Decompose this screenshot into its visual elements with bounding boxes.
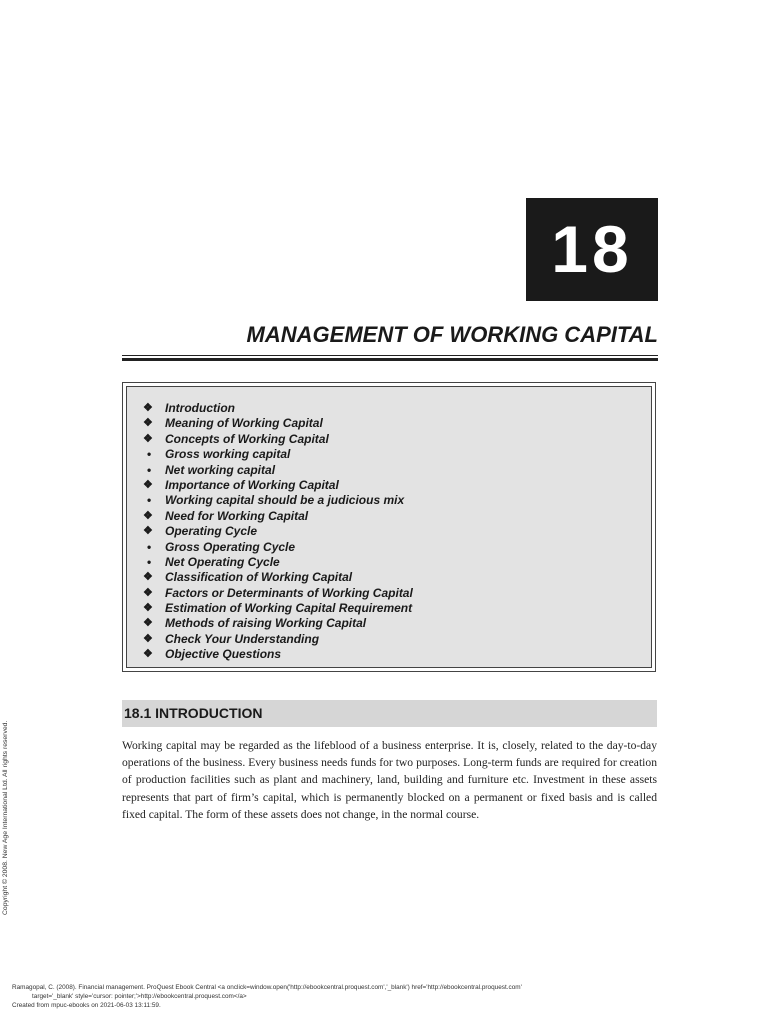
outline-item <box>143 416 651 431</box>
outline-subitem <box>143 555 651 570</box>
diamond-bullet-icon: ❖ <box>143 602 153 615</box>
outline-subitem <box>143 540 651 555</box>
citation-line-3: Created from mpuc-ebooks on 2021-06-03 13:11:59. <box>12 1002 161 1009</box>
outline-item <box>143 570 651 585</box>
outline-item <box>143 524 651 539</box>
outline-item-label: Factors or Determinants of Working Capital <box>165 585 413 600</box>
outline-item <box>143 401 651 416</box>
title-divider-thin <box>122 355 658 356</box>
outline-item <box>143 632 651 647</box>
outline-subitem <box>143 493 651 508</box>
outline-item-label: Importance of Working Capital <box>165 477 339 492</box>
chapter-outline-box <box>122 382 656 672</box>
chapter-outline-panel <box>126 386 652 668</box>
diamond-bullet-icon: ❖ <box>143 417 153 430</box>
diamond-bullet-icon: ❖ <box>143 632 153 645</box>
outline-item <box>143 432 651 447</box>
outline-item-label: Objective Questions <box>165 647 282 662</box>
outline-item-label: Introduction <box>165 401 235 415</box>
chapter-title: MANAGEMENT OF WORKING CAPITAL <box>246 322 658 347</box>
outline-item-label: Meaning of Working Capital <box>165 416 323 431</box>
title-divider-thick <box>122 358 658 361</box>
outline-item-label: Operating Cycle <box>165 524 258 539</box>
chapter-number: 18 <box>526 198 658 301</box>
diamond-bullet-icon: ❖ <box>143 571 153 584</box>
outline-item-label: Classification of Working Capital <box>165 570 353 585</box>
section-heading: 18.1 INTRODUCTION <box>124 705 263 721</box>
outline-item-label: Gross Operating Cycle <box>165 539 296 554</box>
diamond-bullet-icon: ❖ <box>143 478 153 491</box>
outline-item <box>143 616 651 631</box>
outline-item-label: Working capital should be a judicious mix <box>165 493 405 508</box>
diamond-bullet-icon: ❖ <box>143 402 153 414</box>
outline-item <box>143 601 651 616</box>
outline-item <box>143 647 651 662</box>
outline-item <box>143 478 651 493</box>
outline-item-label: Need for Working Capital <box>165 508 309 523</box>
outline-subitem <box>143 463 651 478</box>
bullet-icon: • <box>147 554 152 569</box>
diamond-bullet-icon: ❖ <box>143 525 153 538</box>
citation-line-2: target='_blank' style='cursor: pointer;'>http://ebookcentral.proquest.com</a> <box>32 993 247 1000</box>
outline-item <box>143 509 651 524</box>
outline-item-label: Estimation of Working Capital Requirement <box>165 601 413 616</box>
bullet-icon: • <box>147 539 152 554</box>
diamond-bullet-icon: ❖ <box>143 617 153 630</box>
diamond-bullet-icon: ❖ <box>143 648 153 661</box>
bullet-icon: • <box>147 447 152 462</box>
citation-footer <box>12 983 712 1010</box>
side-copyright-notice: Copyright © 2008. New Age International Ltd. All rights reserved. <box>2 720 9 915</box>
bullet-icon: • <box>147 462 152 477</box>
outline-item-label: Check Your Understanding <box>165 631 320 646</box>
bullet-icon: • <box>147 493 152 508</box>
chapter-outline-list <box>143 401 651 663</box>
diamond-bullet-icon: ❖ <box>143 432 153 445</box>
outline-item-label: Net working capital <box>165 462 276 477</box>
diamond-bullet-icon: ❖ <box>143 586 153 599</box>
outline-subitem <box>143 447 651 462</box>
introduction-paragraph: Working capital may be regarded as the lifeblood of a business enterprise. It is, closely, related to the day-to-day operations of the business. Every business needs funds for two purposes. Long-term funds are required for creation of production facilities such as plant and machinery, land, building and furniture etc. Investment in these assets represents that part of firm’s capital, which is permanently blocked on a permanent or fixed basis and is called fixed capital. The form of these assets does not change, in the normal course. <box>122 739 657 821</box>
outline-item-label: Gross working capital <box>165 447 291 462</box>
diamond-bullet-icon: ❖ <box>143 509 153 522</box>
section-heading-bar <box>122 700 657 727</box>
citation-line-1: Ramagopal, C. (2008). Financial management. ProQuest Ebook Central <a onclick=window.open('http://ebookcentral.proquest.com','_blank') href='http://ebookcentral.proquest.com' <box>12 984 522 991</box>
outline-item <box>143 586 651 601</box>
outline-item-label: Concepts of Working Capital <box>165 431 329 446</box>
outline-item-label: Net Operating Cycle <box>165 554 280 569</box>
outline-item-label: Methods of raising Working Capital <box>165 616 367 631</box>
